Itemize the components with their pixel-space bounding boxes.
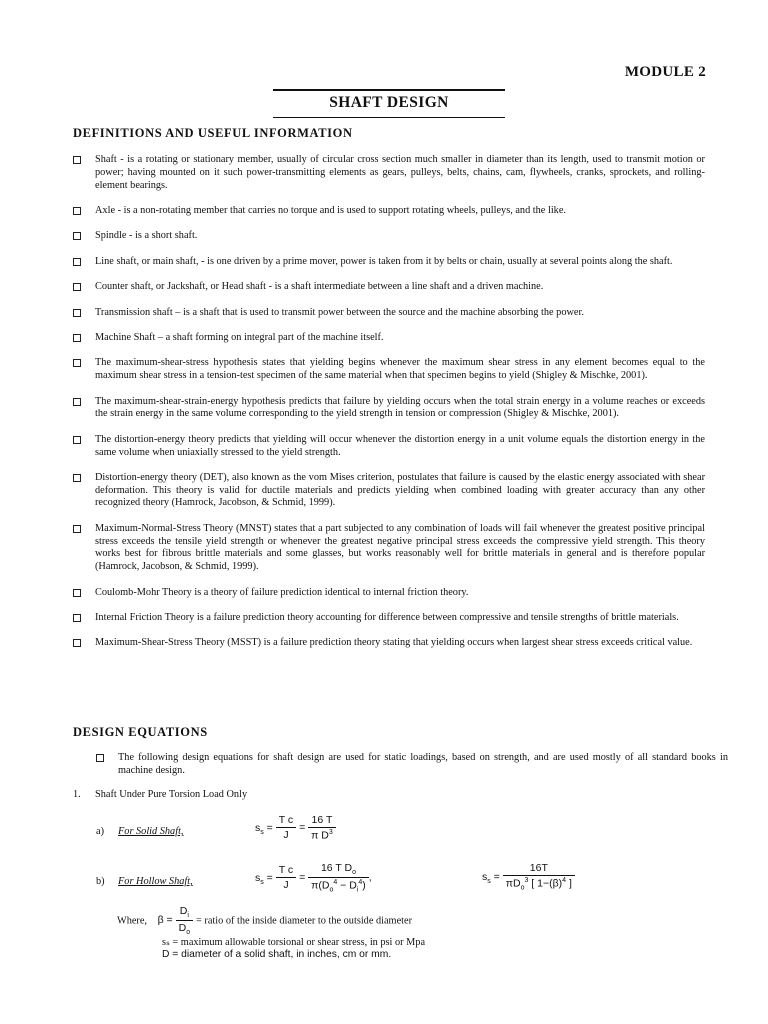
definition-item: Line shaft, or main shaft, - is one driven by a prime mover, power is taken from it by belts or chain, usually at several points along the shaft. <box>73 256 705 269</box>
title-rule-top <box>273 89 505 91</box>
definition-item: The distortion-energy theory predicts that yielding will occur whenever the distortion energy in a unit volume equals the distortion energy in the same volume when uniaxially stressed to the yield strength. <box>73 434 705 460</box>
definition-item: Spindle - is a short shaft. <box>73 230 705 243</box>
hollow-shaft-formula: $s_s$ = $\frac{\text{T c}}{J}$ = $\frac{16 T D_o}{\pi(D_o^4 - D_i^4)}$ , <box>255 862 372 894</box>
square-bullet-icon <box>73 283 81 291</box>
square-bullet-icon <box>73 156 81 164</box>
square-bullet-icon <box>73 639 81 647</box>
definition-item: The maximum-shear-stress hypothesis states that yielding begins whenever the maximum shear stress in any element becomes equal to the maximum shear stress in a tension-test specimen of the same material when that specimen begins to yield (Shigley & Mischke, 2001). <box>73 357 705 383</box>
where-block: Where, β = $\frac{D_i}{D_o}$ = ratio of the inside diameter to the outside diameter <box>117 905 412 937</box>
beta-description: = ratio of the inside diameter to the outside diameter <box>196 915 412 927</box>
square-bullet-icon <box>73 474 81 482</box>
page-title: SHAFT DESIGN <box>329 94 449 111</box>
title-rule-bottom <box>273 117 505 118</box>
module-label: MODULE 2 <box>624 64 706 80</box>
definition-item: Maximum-Shear-Stress Theory (MSST) is a failure prediction theory stating that yielding occurs when largest shear stress exceeds critical value. <box>73 637 705 650</box>
design-intro: The following design equations for shaft design are used for static loadings, based on strength, and are used mostly of all standard books in machine design. <box>96 752 728 778</box>
square-bullet-icon <box>73 398 81 406</box>
definitions-heading: DEFINITIONS AND USEFUL INFORMATION <box>73 126 353 140</box>
square-bullet-icon <box>73 309 81 317</box>
square-bullet-icon <box>96 754 104 762</box>
definition-item: The maximum-shear-strain-energy hypothesis predicts that failure by yielding occurs when the total strain energy in a volume reaches or exceeds the strain energy in the same volume corresponding to the yield strength in tension or compression (Shigley & Mischke, 2001). <box>73 396 705 422</box>
design-heading: DESIGN EQUATIONS <box>73 725 208 739</box>
solid-shaft-label: a) For Solid Shaft, <box>96 826 184 837</box>
solid-shaft-formula: $s_s$ = $\frac{\text{T c}}{J}$ = $\frac{16 T}{\pi D^3}$ <box>255 814 336 842</box>
hollow-shaft-label: b) For Hollow Shaft, <box>96 876 193 887</box>
square-bullet-icon <box>73 207 81 215</box>
square-bullet-icon <box>73 589 81 597</box>
definition-item: Maximum-Normal-Stress Theory (MNST) states that a part subjected to any combination of loads will fail whenever the greatest positive principal stress exceeds the tensile yield strength or whenever the greatest negative principal stress exceeds the compressive yield strength. This theory works best for fibrous brittle materials and some glasses, but works reasonably well for brittle materials in general and is therefore popular (Hamrock, Jacobson, & Schmid, 1999). <box>73 523 705 574</box>
ss-description: sₛ = maximum allowable torsional or shear stress, in psi or Mpa <box>162 937 426 948</box>
definitions-list <box>73 154 705 663</box>
square-bullet-icon <box>73 359 81 367</box>
square-bullet-icon <box>73 436 81 444</box>
item-number: 1. <box>73 789 81 800</box>
definition-item: Internal Friction Theory is a failure prediction theory accounting for difference between compressive and tensile strengths of brittle materials. <box>73 612 705 625</box>
numbered-item <box>73 789 247 800</box>
square-bullet-icon <box>73 614 81 622</box>
beta-formula: β = $\frac{D_i}{D_o}$ <box>158 914 196 926</box>
square-bullet-icon <box>73 258 81 266</box>
d-description: D = diameter of a solid shaft, in inches, cm or mm. <box>162 949 392 960</box>
definition-item: Shaft - is a rotating or stationary member, usually of circular cross section much smaller in diameter than its length, used to transmit motion or power; having mounted on it such power-transmitting elements as gears, pulleys, belts, chains, cam, flywheels, cranks, sprockets, and rolling-element bearings. <box>73 154 705 192</box>
definition-item: Machine Shaft – a shaft forming on integral part of the machine itself. <box>73 332 705 345</box>
definition-item: Transmission shaft – is a shaft that is used to transmit power between the source and the machine absorbing the power. <box>73 307 705 320</box>
definition-item: Axle - is a non-rotating member that carries no torque and is used to support rotating wheels, pulleys, and the like. <box>73 205 705 218</box>
item-text: Shaft Under Pure Torsion Load Only <box>95 789 248 800</box>
square-bullet-icon <box>73 334 81 342</box>
hollow-shaft-beta-formula: $s_s$ = $\frac{16T}{\pi D_o^3 [ 1-(\beta)^4 ]}$ <box>482 862 575 892</box>
definition-item: Coulomb-Mohr Theory is a theory of failure prediction identical to internal friction theory. <box>73 587 705 600</box>
square-bullet-icon <box>73 232 81 240</box>
square-bullet-icon <box>73 525 81 533</box>
definition-item: Counter shaft, or Jackshaft, or Head shaft - is a shaft intermediate between a line shaft and a driven machine. <box>73 281 705 294</box>
definition-item: Distortion-energy theory (DET), also known as the vom Mises criterion, postulates that failure is caused by the elastic energy associated with shear deformation. This theory is valid for ductile materials and predicts yielding when combined loading with greater accuracy than any other recognized theory (Hamrock, Jacobson, & Schmid, 1999). <box>73 472 705 510</box>
